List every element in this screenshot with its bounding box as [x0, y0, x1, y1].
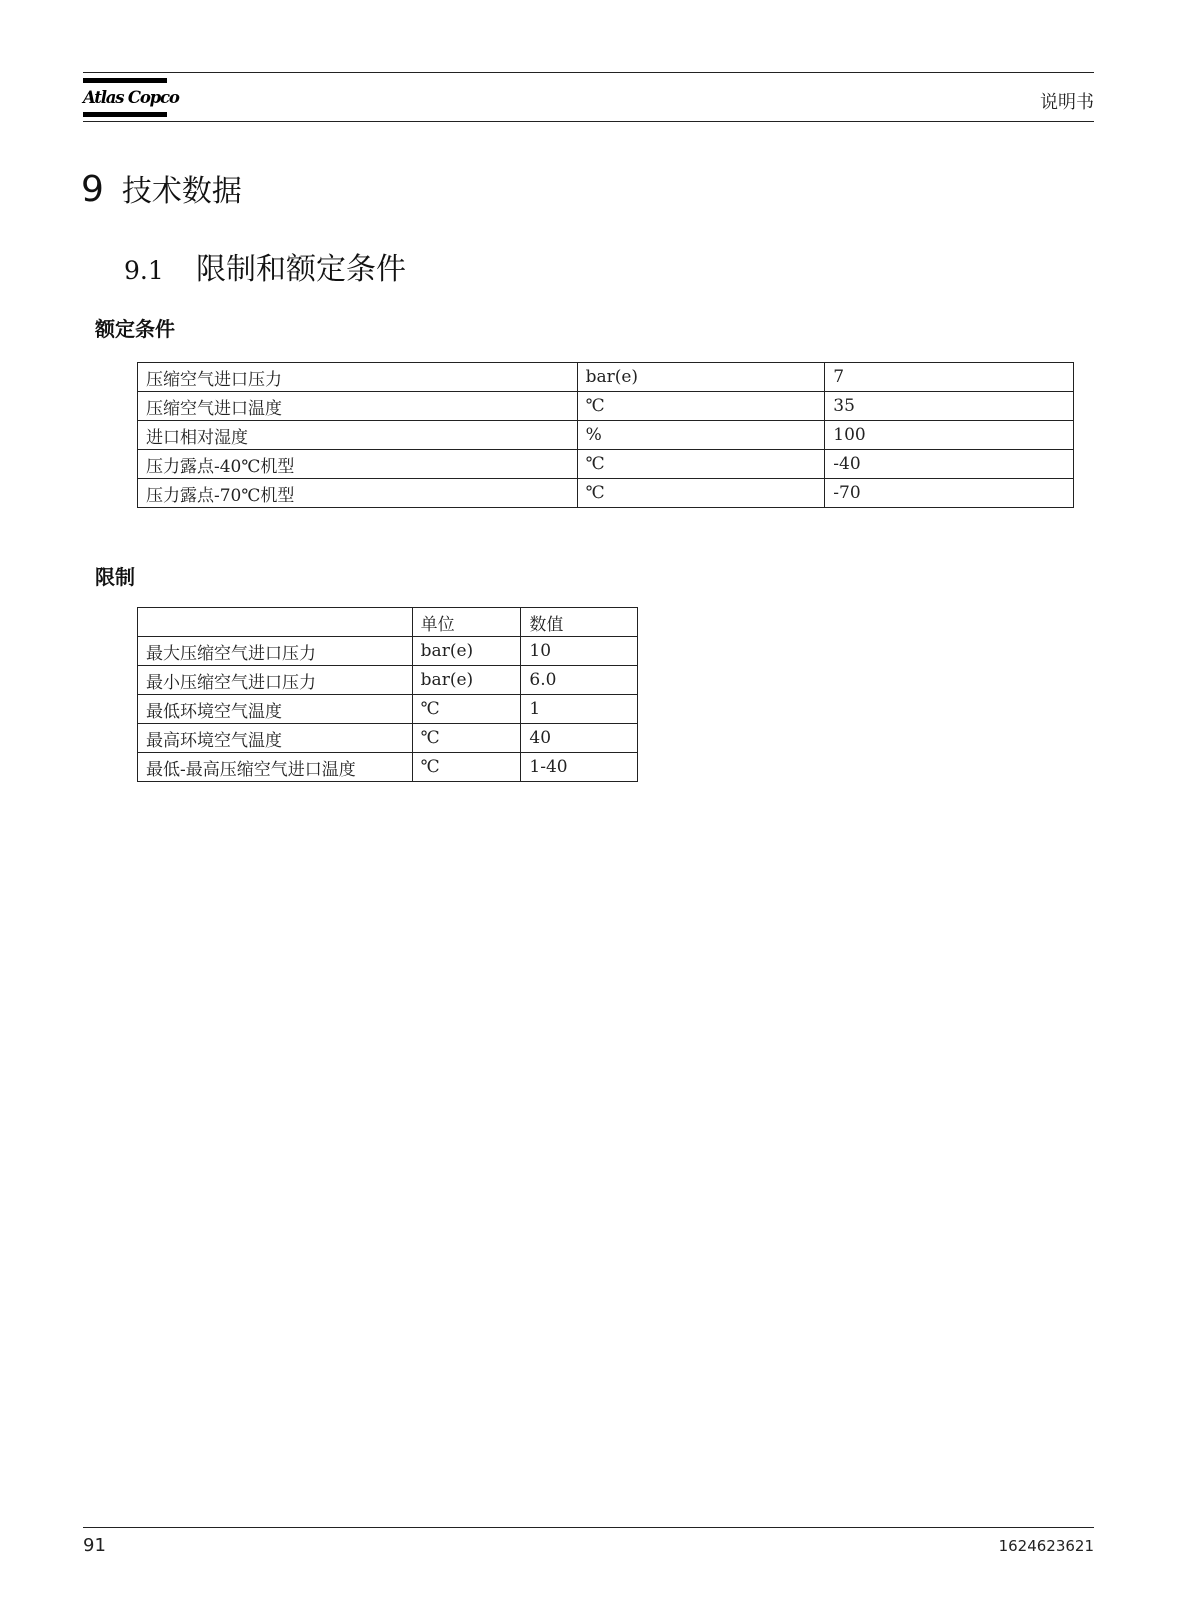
section-number: 9.1: [124, 256, 164, 285]
unit-cell: ℃: [412, 724, 521, 753]
value-cell: -40: [825, 450, 1074, 479]
logo-wordmark: Atlas Copco: [83, 88, 179, 107]
value-cell: 7: [825, 363, 1074, 392]
table-row: [138, 724, 638, 753]
logo-bar-bottom: [83, 112, 167, 117]
param-name-cell: 最高环境空气温度: [138, 724, 413, 753]
param-name-cell: 最低环境空气温度: [138, 695, 413, 724]
unit-cell: ℃: [577, 450, 825, 479]
atlas-copco-logo: [83, 78, 179, 120]
section-title: 限制和额定条件: [196, 252, 406, 287]
header-cell-parameter: [138, 608, 413, 637]
table-row: [138, 392, 1074, 421]
param-name-cell: 最小压缩空气进口压力: [138, 666, 413, 695]
header-cell-unit: 单位: [412, 608, 521, 637]
header-bottom-rule: [83, 121, 1094, 122]
chapter-title: 技术数据: [121, 174, 242, 209]
unit-cell: %: [577, 421, 825, 450]
page-number: 91: [83, 1535, 106, 1556]
table-row: [138, 421, 1074, 450]
document-type: 说明书: [1040, 92, 1094, 113]
rated-conditions-heading: 额定条件: [95, 317, 175, 341]
unit-cell: ℃: [577, 479, 825, 508]
table-row: [138, 450, 1074, 479]
footer-rule: [83, 1527, 1094, 1528]
table-row: [138, 695, 638, 724]
section-heading: [124, 244, 406, 288]
value-cell: 1: [521, 695, 638, 724]
value-cell: 40: [521, 724, 638, 753]
rated-conditions-table: [137, 362, 1074, 508]
table-row: [138, 363, 1074, 392]
param-name-cell: 压力露点-70℃机型: [138, 479, 578, 508]
header-top-rule: [83, 72, 1094, 73]
param-name-cell: 进口相对湿度: [138, 421, 578, 450]
unit-cell: bar(e): [412, 666, 521, 695]
value-cell: 6.0: [521, 666, 638, 695]
unit-cell: ℃: [412, 695, 521, 724]
param-name-cell: 最低-最高压缩空气进口温度: [138, 753, 413, 782]
param-name-cell: 压缩空气进口压力: [138, 363, 578, 392]
param-name-cell: 压力露点-40℃机型: [138, 450, 578, 479]
value-cell: 10: [521, 637, 638, 666]
logo-bar-top: [83, 78, 167, 83]
unit-cell: ℃: [577, 392, 825, 421]
table-row: [138, 753, 638, 782]
header-cell-value: 数值: [521, 608, 638, 637]
unit-cell: bar(e): [412, 637, 521, 666]
value-cell: 100: [825, 421, 1074, 450]
unit-cell: ℃: [412, 753, 521, 782]
table-header-row: [138, 608, 638, 637]
table-row: [138, 637, 638, 666]
unit-cell: bar(e): [577, 363, 825, 392]
limits-heading: 限制: [95, 565, 135, 589]
param-name-cell: 最大压缩空气进口压力: [138, 637, 413, 666]
value-cell: 1-40: [521, 753, 638, 782]
value-cell: -70: [825, 479, 1074, 508]
param-name-cell: 压缩空气进口温度: [138, 392, 578, 421]
value-cell: 35: [825, 392, 1074, 421]
table-row: [138, 666, 638, 695]
chapter-number: 9: [81, 169, 104, 210]
document-number: 1624623621: [998, 1537, 1094, 1555]
chapter-heading: [81, 166, 242, 210]
table-row: [138, 479, 1074, 508]
limits-table: [137, 607, 638, 782]
